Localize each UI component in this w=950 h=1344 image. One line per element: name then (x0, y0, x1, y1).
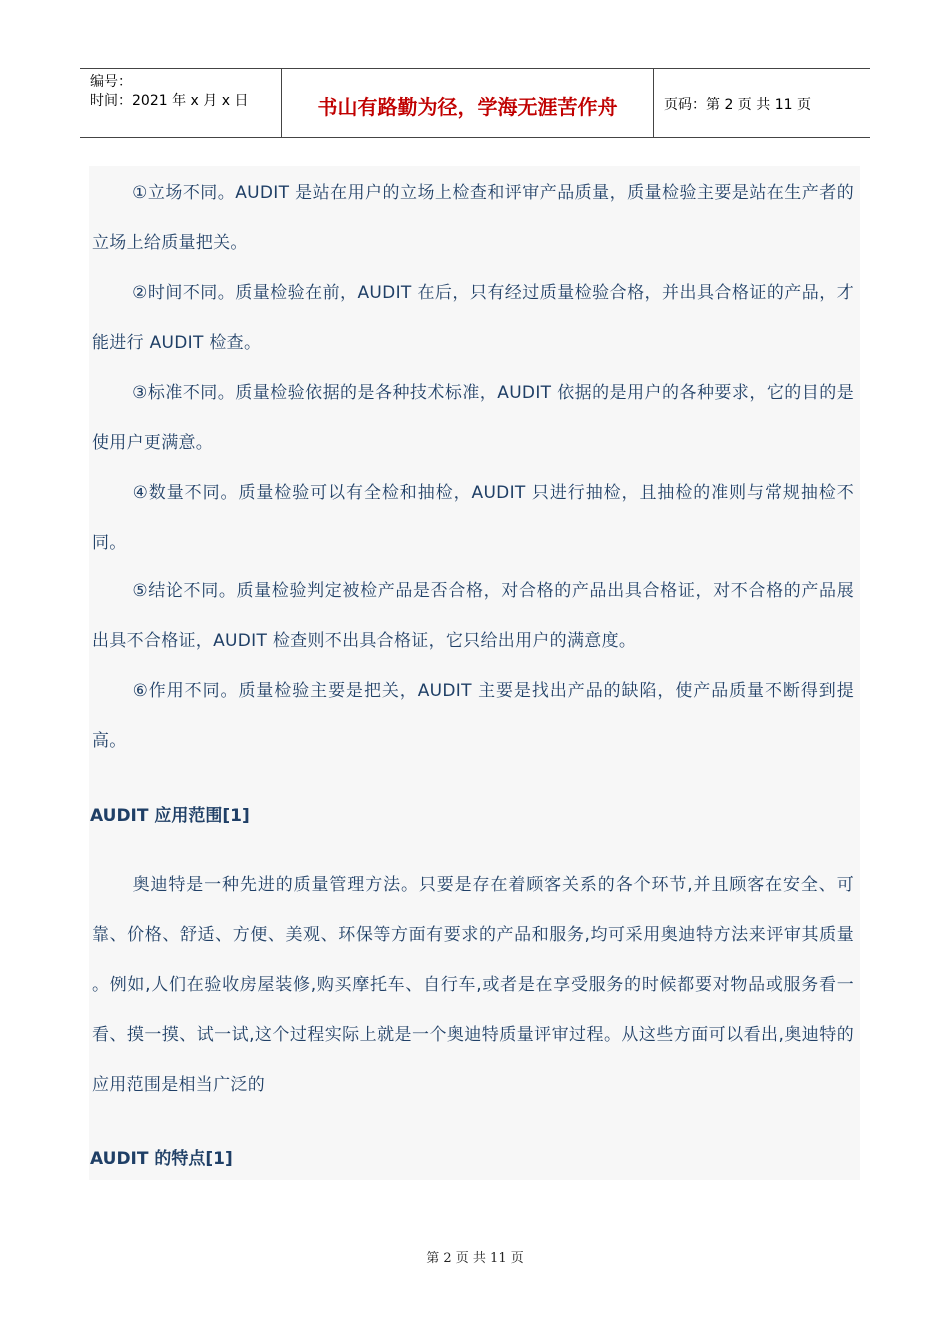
scope-paragraph-text: 奥迪特是一种先进的质量管理方法。只要是存在着顾客关系的各个环节,并且顾客在安全、可靠、价格、舒适、方便、美观、环保等方面有要求的产品和服务,均可采用奥迪特方法来评审其质量 。例如,人们在验收房屋装修,购买摩托车、自行车,或者是在享受服务的时候都要对物品或服务看一看、摸一摸、试一试,这个过程实际上就是一个奥迪特质量评审过程。从这些方面可以看出,奥迪特的应用范围是相当广泛的 (92, 875, 854, 1095)
paragraph-3-text: ③标准不同。质量检验依据的是各种技术标准，AUDIT 依据的是用户的各种要求，它的目的是使用户更满意。 (92, 383, 854, 453)
paragraph-4-text: ④数量不同。质量检验可以有全检和抽检，AUDIT 只进行抽检，且抽检的准则与常规抽检不同。 (92, 483, 854, 553)
paragraph-3 (92, 368, 854, 468)
paragraph-1-text: ①立场不同。AUDIT 是站在用户的立场上检查和评审产品质量，质量检验主要是站在生产者的立场上给质量把关。 (92, 183, 854, 253)
section-heading-features: AUDIT 的特点[1] (90, 1149, 233, 1169)
paragraph-2-text: ②时间不同。质量检验在前，AUDIT 在后，只有经过质量检验合格，并出具合格证的产品，才能进行 AUDIT 检查。 (92, 283, 854, 353)
header-page-info: 页码：第 2 页 共 11 页 (664, 97, 811, 113)
time-label: 时间：2021 年 x 月 x 日 (90, 93, 249, 109)
paragraph-4 (92, 468, 854, 568)
scope-paragraph (92, 860, 854, 1110)
section-heading-scope: AUDIT 应用范围[1] (90, 806, 250, 826)
number-label: 编号： (90, 74, 132, 90)
page-header (80, 68, 870, 138)
page-footer: 第 2 页 共 11 页 (426, 1251, 524, 1266)
paragraph-1 (92, 168, 854, 268)
header-motto: 书山有路勤为径，学海无涯苦作舟 (282, 69, 654, 137)
paragraph-5 (92, 566, 854, 666)
header-meta (80, 69, 282, 137)
paragraph-6-text: ⑥作用不同。质量检验主要是把关，AUDIT 主要是找出产品的缺陷，使产品质量不断得到提高。 (92, 681, 854, 751)
document-body (89, 166, 860, 1180)
paragraph-6 (92, 666, 854, 766)
paragraph-2 (92, 268, 854, 368)
paragraph-5-text: ⑤结论不同。质量检验判定被检产品是否合格，对合格的产品出具合格证，对不合格的产品展出具不合格证，AUDIT 检查则不出具合格证，它只给出用户的满意度。 (92, 581, 854, 651)
